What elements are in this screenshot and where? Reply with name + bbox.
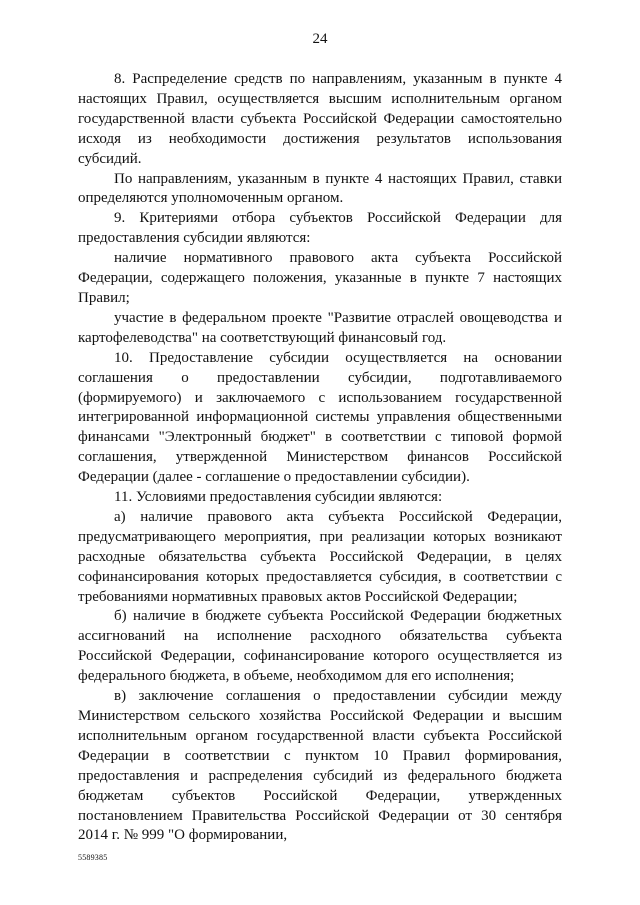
paragraph-10: 10. Предоставление субсидии осуществляется на основании соглашения о предоставлении субсидии, подготавливаемого (формируемого) и заключаемого с использованием государственной интегрированной информационной системы управления общественными финансами "Электронный бюджет" в соответствии с типовой формой соглашения, утвержденной Министерством финансов Российской Федерации (далее - соглашение о предоставлении субсидии).	[78, 349, 562, 486]
paragraph-9: 9. Критериями отбора субъектов Российской Федерации для предоставления субсидии являются:	[78, 210, 562, 247]
document-code: 5589385	[78, 853, 108, 862]
paragraph-11: 11. Условиями предоставления субсидии являются:	[114, 489, 443, 506]
paragraph-11-b: б) наличие в бюджете субъекта Российской Федерации бюджетных ассигнований на исполнение расходного обязательства субъекта Российской Федерации, софинансирование которого осуществляется из федерального бюджета, в объеме, необходимом для его исполнения;	[78, 608, 562, 685]
paragraph-11-a: а) наличие правового акта субъекта Российской Федерации, предусматривающего мероприятия, при реализации которых возникают расходные обязательства субъекта Российской Федерации, в целях софинансирования которых предоставляется субсидия, в соответствии с требованиями нормативных правовых актов Российской Федерации;	[78, 508, 562, 605]
document-body	[78, 70, 562, 846]
page-number: 24	[312, 31, 328, 47]
paragraph-9-criterion-1: наличие нормативного правового акта субъекта Российской Федерации, содержащего положения, указанные в пункте 7 настоящих Правил;	[78, 250, 562, 306]
paragraph-8-rates: По направлениям, указанным в пункте 4 настоящих Правил, ставки определяются уполномоченным органом.	[78, 170, 562, 207]
paragraph-11-v: в) заключение соглашения о предоставлении субсидии между Министерством сельского хозяйства Российской Федерации и высшим исполнительным органом государственной власти субъекта Российской Федерации в соответствии с пунктом 10 Правил формирования, предоставления и распределения субсидий из федерального бюджета бюджетам субъектов Российской Федерации, утвержденных постановлением Правительства Российской Федерации от 30 сентября 2014 г. № 999 "О формировании,	[78, 688, 562, 844]
paragraph-9-criterion-2: участие в федеральном проекте "Развитие отраслей овощеводства и картофелеводства" на соответствующий финансовый год.	[78, 309, 562, 346]
paragraph-8: 8. Распределение средств по направлениям, указанным в пункте 4 настоящих Правил, осуществляется высшим исполнительным органом государственной власти субъекта Российской Федерации самостоятельно исходя из необходимости достижения результатов использования субсидий.	[78, 71, 562, 167]
